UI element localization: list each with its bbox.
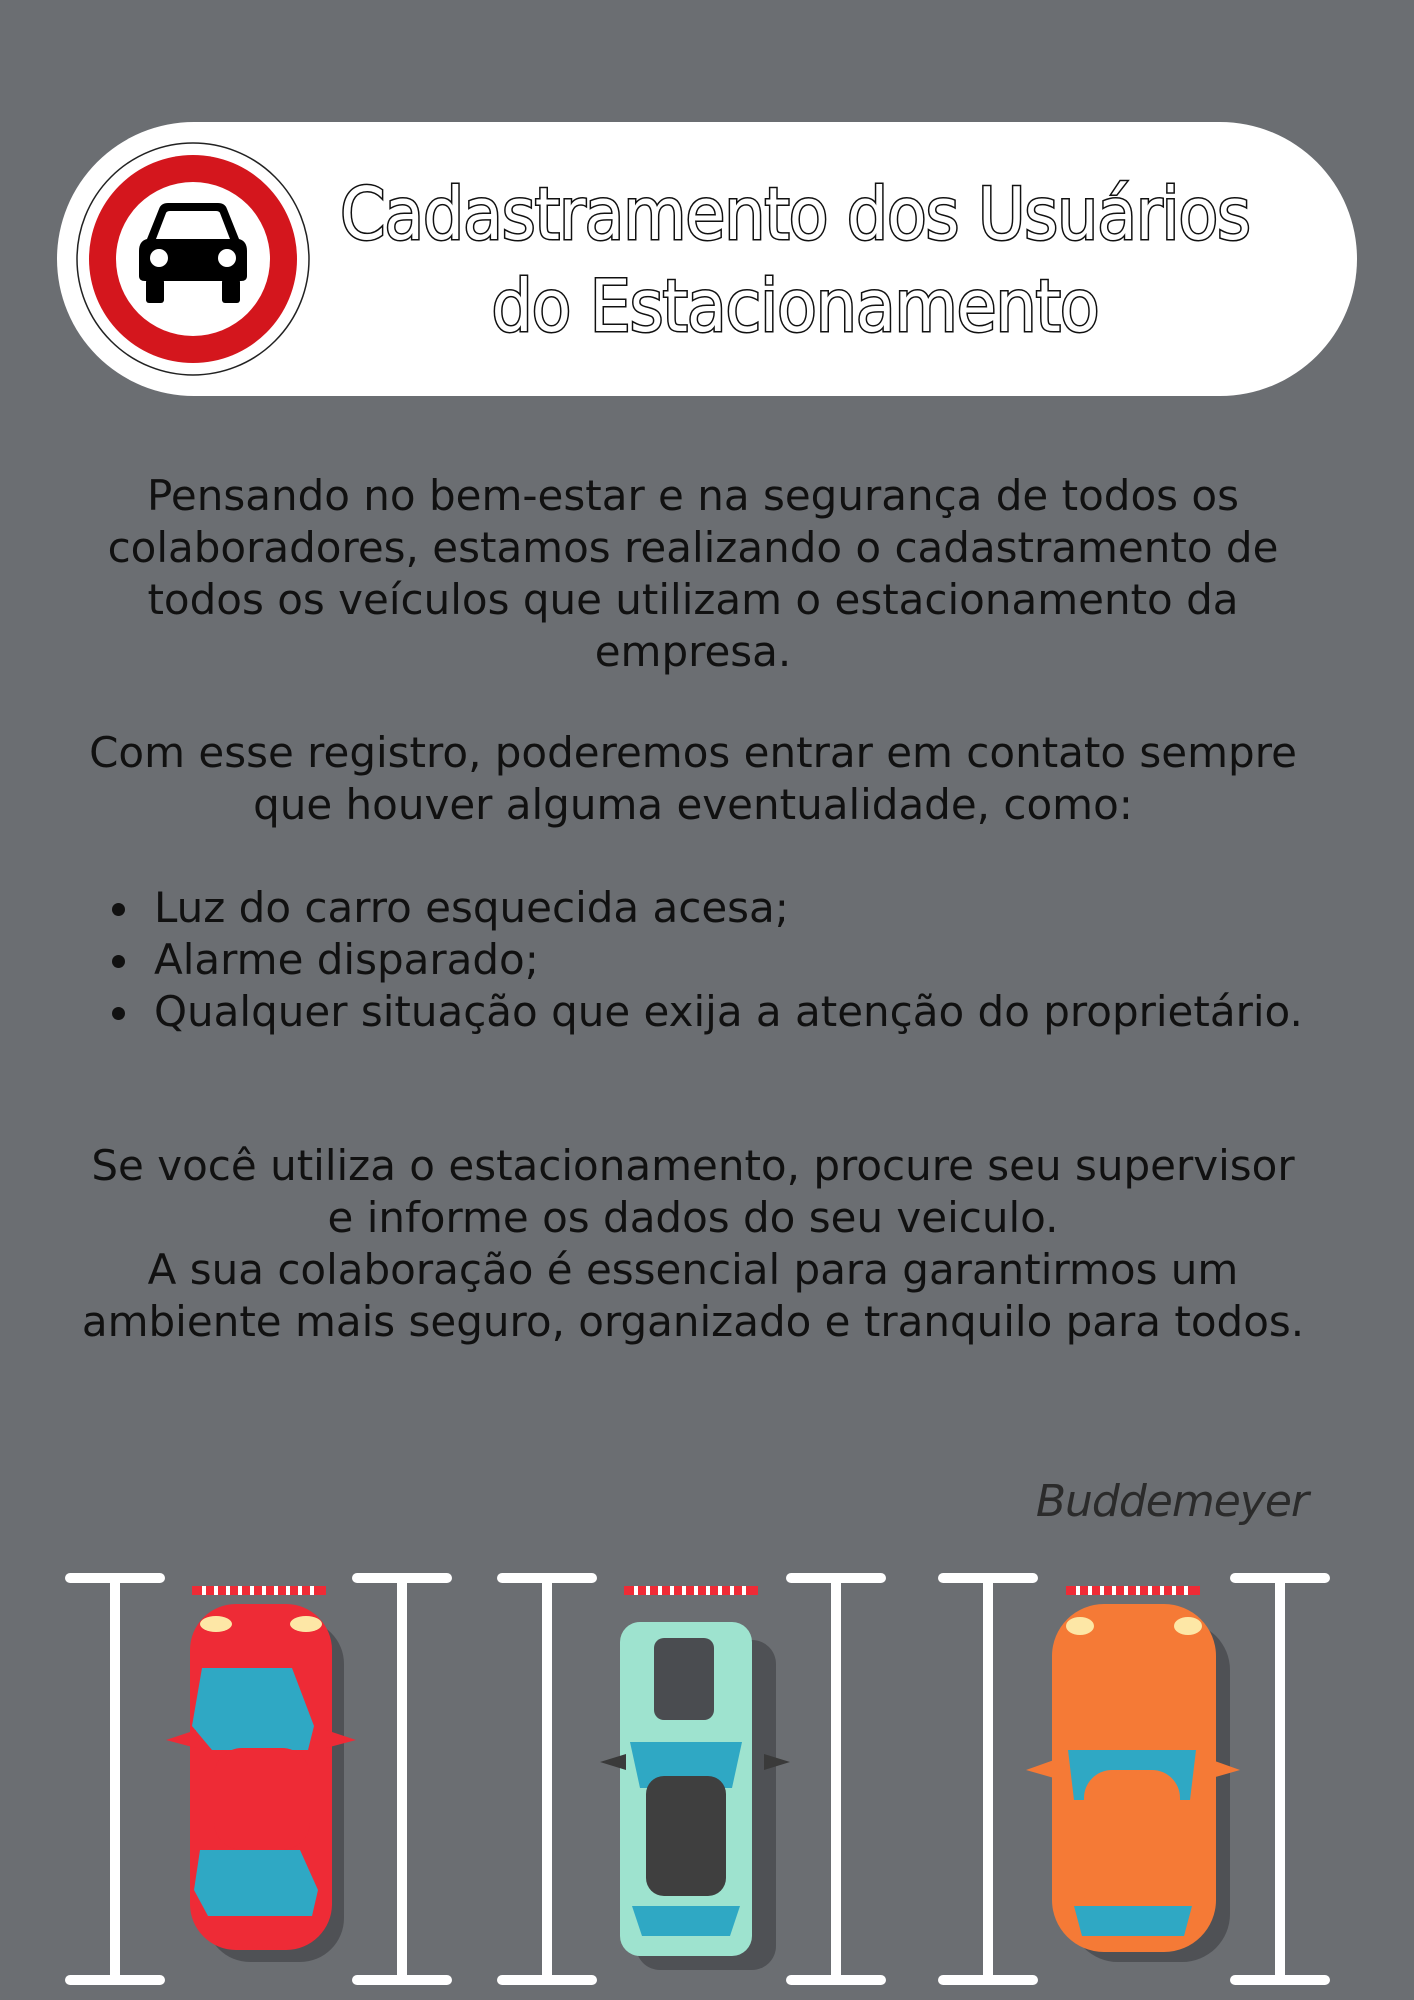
mint-car-icon: [600, 1586, 790, 1970]
purpose-paragraph: Com esse registro, poderemos entrar em contato sempre que houver alguma eventualidade, como:: [89, 728, 1297, 829]
list-item: Luz do carro esquecida acesa;: [108, 882, 1308, 934]
page-title: [320, 168, 1270, 352]
red-car-icon: [166, 1586, 356, 1962]
title-line-1: Cadastramento dos Usuários: [340, 172, 1250, 256]
list-item-text: Qualquer situação que exija a atenção do proprietário.: [154, 987, 1303, 1036]
no-cars-sign-icon: [75, 141, 311, 377]
title-line-2: do Estacionamento: [491, 264, 1099, 348]
intro-paragraph: Pensando no bem-estar e na segurança de todos os colaboradores, estamos realizando o cadastramento de todos os veículos que utilizam o estacionamento da empresa.: [107, 471, 1279, 676]
orange-car-icon: [1026, 1586, 1240, 1962]
closing-paragraph: [78, 1140, 1308, 1348]
call-to-action-text: Se você utiliza o estacionamento, procure seu supervisor e informe os dados do seu veiculo.: [91, 1141, 1295, 1242]
list-item: Alarme disparado;: [108, 934, 1308, 986]
list-item: [108, 986, 1308, 1038]
closing-text: A sua colaboração é essencial para garantirmos um ambiente mais seguro, organizado e tranquilo para todos.: [81, 1245, 1305, 1346]
parking-lot-illustration: [0, 1560, 1414, 2000]
examples-list: [108, 882, 1308, 1038]
signature: Buddemeyer: [1035, 1476, 1308, 1527]
